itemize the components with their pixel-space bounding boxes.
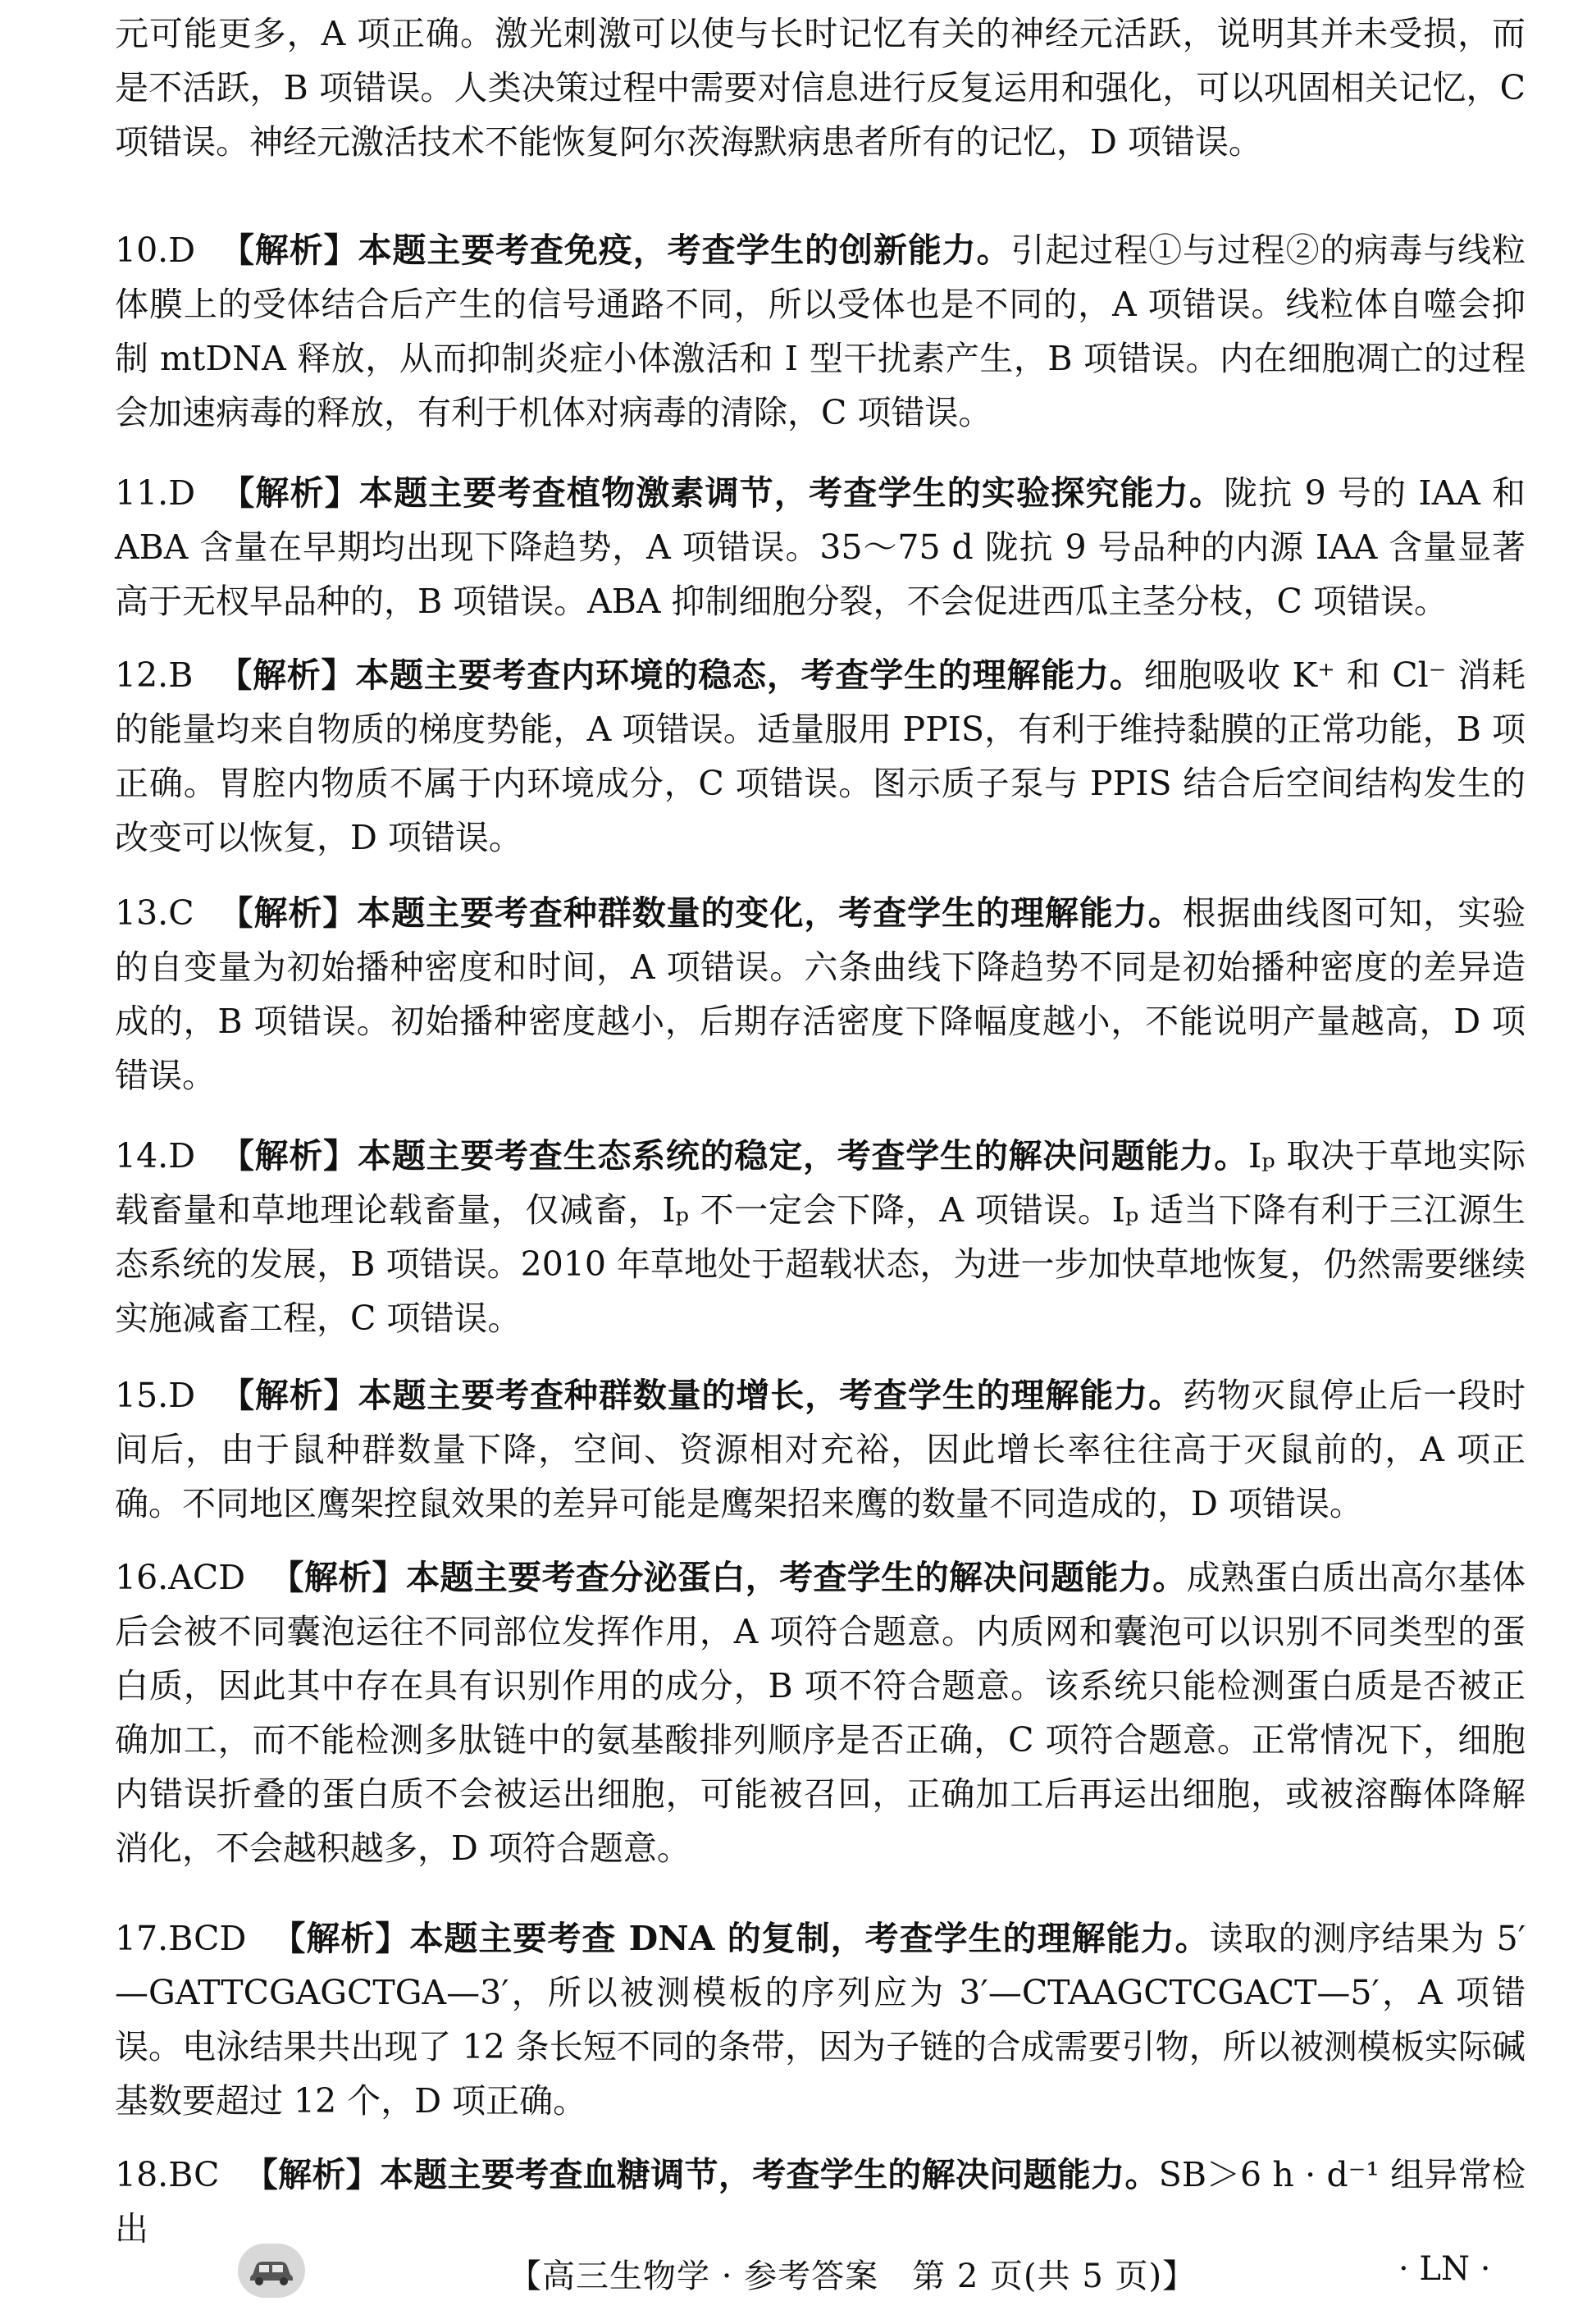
item-number: 15. — [115, 1376, 169, 1415]
item-topic: 本题主要考查种群数量的变化，考查学生的理解能力。 — [357, 893, 1183, 933]
item-number: 17. — [115, 1919, 169, 1958]
analysis-tag: 【解析】 — [218, 893, 358, 933]
item-answer: ACD — [168, 1558, 246, 1597]
item-answer: B — [168, 655, 194, 695]
item-topic: 本题主要考查生态系统的稳定，考查学生的解决问题能力。 — [357, 1136, 1248, 1176]
analysis-tag: 【解析】 — [270, 1558, 406, 1597]
item-topic: 本题主要考查植物激素调节，考查学生的实验探究能力。 — [358, 473, 1225, 513]
footer-page-info: 【高三生物学 · 参考答案 第 2 页(共 5 页)】 — [509, 2258, 1197, 2295]
item-text: 成熟蛋白质出高尔基体后会被不同囊泡运往不同部位发挥作用，A 项符合题意。内质网和囊泡可以识别不同类型的蛋白质，因此其中存在具有识别作用的成分，B 项不符合题意。该系统只能检测蛋白质是否被正确加工，而不能检测多肽链中的氨基酸排列顺序是否正确，C 项符合题意。正常情况下，细胞内错误折叠的蛋白质不会被运出细胞，可能被召回，正确加工后再运出细胞，或被溶酶体降解消化，不会越积越多，D 项符合题意。 — [115, 1558, 1526, 1868]
item-topic: 本题主要考查分泌蛋白，考查学生的解决问题能力。 — [405, 1558, 1187, 1597]
item-answer: BCD — [168, 1919, 247, 1958]
item-topic: 本题主要考查 DNA 的复制，考查学生的理解能力。 — [409, 1919, 1210, 1958]
car-icon — [238, 2244, 305, 2298]
answer-item-14 — [115, 1129, 1526, 1345]
item-number: 18. — [115, 2155, 169, 2194]
answer-item-12 — [115, 648, 1526, 865]
item-text: 药物灭鼠停止后一段时间后，由于鼠种群数量下降，空间、资源相对充裕，因此增长率往往高于灭鼠前的，A 项正确。不同地区鹰架控鼠效果的差异可能是鹰架招来鹰的数量不同造成的，D 项错误。 — [115, 1376, 1526, 1523]
item-answer: BC — [168, 2155, 220, 2194]
item-text: 陇抗 9 号的 IAA 和 ABA 含量在早期均出现下降趋势，A 项错误。35～75 d 陇抗 9 号品种的内源 IAA 含量显著高于无杈早品种的，B 项错误。ABA 抑制细胞分裂，不会促进西瓜主茎分枝，C 项错误。 — [115, 473, 1526, 621]
answer-item-17 — [115, 1911, 1526, 2128]
item-text: 读取的测序结果为 5′—GATTCGAGCTGA—3′，所以被测模板的序列应为 3′—CTAAGCTCGACT—5′，A 项错误。电泳结果共出现了 12 条长短不同的条带，因为子链的合成需要引物，所以被测模板实际碱基数要超过 12 个，D 项正确。 — [115, 1919, 1526, 2121]
item-text: 根据曲线图可知，实验的自变量为初始播种密度和时间，A 项错误。六条曲线下降趋势不同是初始播种密度的差异造成的，B 项错误。初始播种密度越小，后期存活密度下降幅度越小，不能说明产量越高，D 项错误。 — [115, 893, 1526, 1095]
item-number: 14. — [115, 1136, 169, 1176]
analysis-tag: 【解析】 — [220, 473, 359, 513]
analysis-tag: 【解析】 — [271, 1919, 410, 1958]
intro-paragraph: 元可能更多，A 项正确。激光刺激可以使与长时记忆有关的神经元活跃，说明其并未受损，而是不活跃，B 项错误。人类决策过程中需要对信息进行反复运用和强化，可以巩固相关记忆，C 项错误。神经元激活技术不能恢复阿尔茨海默病患者所有的记忆，D 项错误。 — [115, 14, 1526, 162]
item-answer: D — [168, 473, 196, 513]
item-answer: C — [168, 893, 194, 933]
item-number: 12. — [115, 655, 169, 695]
item-number: 11. — [115, 473, 169, 513]
item-text: 细胞吸收 K⁺ 和 Cl⁻ 消耗的能量均来自物质的梯度势能，A 项错误。适量服用 PPIS，有利于维持黏膜的正常功能，B 项正确。胃腔内物质不属于内环境成分，C 项错误。图示质子泵与 PPIS 结合后空间结构发生的改变可以恢复，D 项错误。 — [115, 655, 1526, 857]
answer-item-18 — [115, 2148, 1526, 2256]
answer-item-16 — [115, 1550, 1526, 1875]
item-text: 引起过程①与过程②的病毒与线粒体膜上的受体结合后产生的信号通路不同，所以受体也是不同的，A 项错误。线粒体自噬会抑制 mtDNA 释放，从而抑制炎症小体激活和 Ⅰ 型干扰素产生，B 项错误。内在细胞凋亡的过程会加速病毒的释放，有利于机体对病毒的清除，C 项错误。 — [115, 231, 1526, 432]
item-topic: 本题主要考查免疫，考查学生的创新能力。 — [358, 231, 1011, 270]
item-topic: 本题主要考查内环境的稳态，考查学生的理解能力。 — [355, 655, 1144, 695]
item-answer: D — [168, 231, 196, 270]
answer-item-10 — [115, 223, 1526, 440]
item-topic: 本题主要考查血糖调节，考查学生的解决问题能力。 — [379, 2155, 1159, 2194]
analysis-tag: 【解析】 — [244, 2155, 380, 2194]
item-text: Iₚ 取决于草地实际载畜量和草地理论载畜量，仅减畜，Iₚ 不一定会下降，A 项错误。Iₚ 适当下降有利于三江源生态系统的发展，B 项错误。2010 年草地处于超载状态，为进一步加快草地恢复，仍然需要继续实施减畜工程，C 项错误。 — [115, 1136, 1526, 1338]
analysis-tag: 【解析】 — [220, 1376, 358, 1415]
analysis-tag: 【解析】 — [220, 231, 358, 270]
answer-item-15 — [115, 1368, 1526, 1531]
answer-item-11 — [115, 466, 1526, 628]
item-number: 13. — [115, 893, 169, 933]
item-topic: 本题主要考查种群数量的增长，考查学生的理解能力。 — [358, 1376, 1183, 1415]
item-answer: D — [168, 1136, 196, 1176]
analysis-tag: 【解析】 — [217, 655, 356, 695]
item-number: 16. — [115, 1558, 169, 1597]
footer-code: · LN · — [1398, 2250, 1491, 2288]
item-answer: D — [168, 1376, 196, 1415]
item-number: 10. — [115, 231, 169, 270]
answer-item-13 — [115, 886, 1526, 1103]
analysis-tag: 【解析】 — [220, 1136, 358, 1176]
item-text: SB＞6 h · d⁻¹ 组异常检出 — [115, 2155, 1526, 2249]
page-footer — [0, 2244, 1569, 2301]
